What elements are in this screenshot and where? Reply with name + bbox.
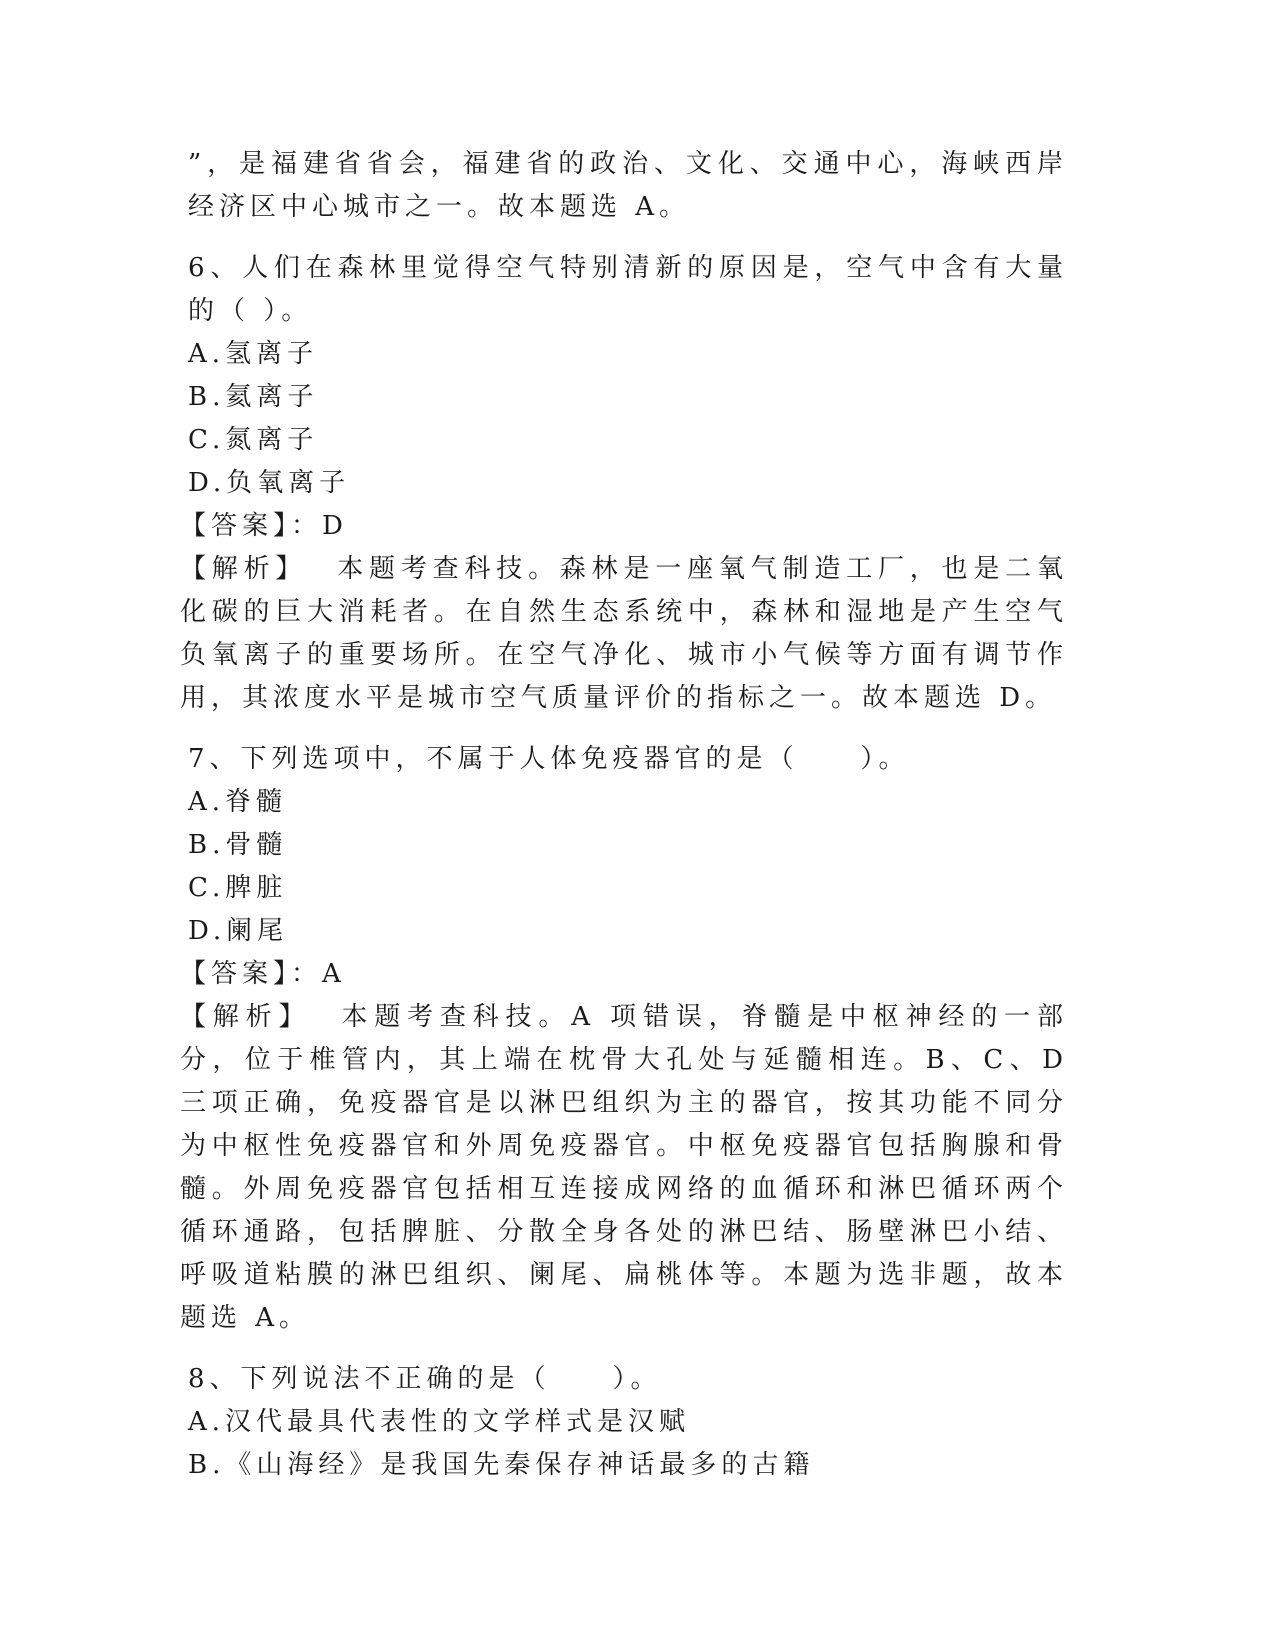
question-8 — [188, 1358, 1068, 1487]
spacer — [188, 229, 1068, 247]
option-a: A.脊髓 — [188, 787, 288, 817]
analysis-text: 本题考查科技。森林是一座氧气制造工厂，也是二氧化碳的巨大消耗者。在自然生态系统中，森林和湿地是产生空气负氧离子的重要场所。在空气净化、城市小气候等方面有调节作用，其浓度水平是城市空气质量评价的指标之一。故本题选 D。 — [180, 554, 1068, 713]
answer-value: A — [322, 959, 346, 989]
option-b: B.氦离子 — [188, 382, 319, 412]
answer-label: 【答案】： — [180, 959, 323, 989]
option-c: C.脾脏 — [188, 873, 288, 903]
analysis-label: 【解析】 — [180, 1002, 312, 1032]
question-stem: 8、下列说法不正确的是（ ）。 — [188, 1364, 662, 1394]
spacer — [188, 720, 1068, 738]
previous-analysis-tail: ”，是福建省省会，福建省的政治、文化、交通中心，海峡西岸经济区中心城市之一。故本题选 A。 — [188, 149, 1068, 222]
answer-label: 【答案】： — [180, 511, 323, 541]
option-list — [188, 1401, 1068, 1487]
option-list — [188, 781, 1068, 953]
question-stem: 6、人们在森林里觉得空气特别清新的原因是，空气中含有大量的（ ）。 — [188, 253, 1068, 326]
analysis-paragraph — [180, 996, 1068, 1340]
option-d: D.阑尾 — [188, 916, 289, 946]
analysis-label: 【解析】 — [180, 554, 308, 584]
option-c: C.氮离子 — [188, 425, 319, 455]
question-6 — [180, 247, 1068, 720]
option-a: A.氢离子 — [188, 339, 319, 369]
answer-line — [180, 953, 1068, 996]
option-d: D.负氧离子 — [188, 468, 351, 498]
answer-line — [180, 505, 1068, 548]
spacer — [188, 1340, 1068, 1358]
option-list — [188, 333, 1068, 505]
answer-value: D — [322, 511, 348, 541]
analysis-text: 本题考查科技。A 项错误，脊髓是中枢神经的一部分，位于椎管内，其上端在枕骨大孔处与延髓相连。B、C、D 三项正确，免疫器官是以淋巴组织为主的器官，按其功能不同分为中枢性免疫器官和外周免疫器官。中枢免疫器官包括胸腺和骨髓。外周免疫器官包括相互连接成网络的血循环和淋巴循环两个循环通路，包括脾脏、分散全身各处的淋巴结、肠壁淋巴小结、呼吸道粘膜的淋巴组织、阑尾、扁桃体等。本题为选非题，故本题选 A。 — [180, 1002, 1068, 1333]
document-content — [180, 143, 1068, 1487]
option-a: A.汉代最具代表性的文学样式是汉赋 — [188, 1407, 691, 1437]
question-stem: 7、下列选项中，不属于人体免疫器官的是（ ）。 — [188, 744, 910, 774]
question-7 — [180, 738, 1068, 1340]
analysis-paragraph — [180, 548, 1068, 720]
option-b: B.《山海经》是我国先秦保存神话最多的古籍 — [188, 1450, 815, 1480]
option-b: B.骨髓 — [188, 830, 288, 860]
